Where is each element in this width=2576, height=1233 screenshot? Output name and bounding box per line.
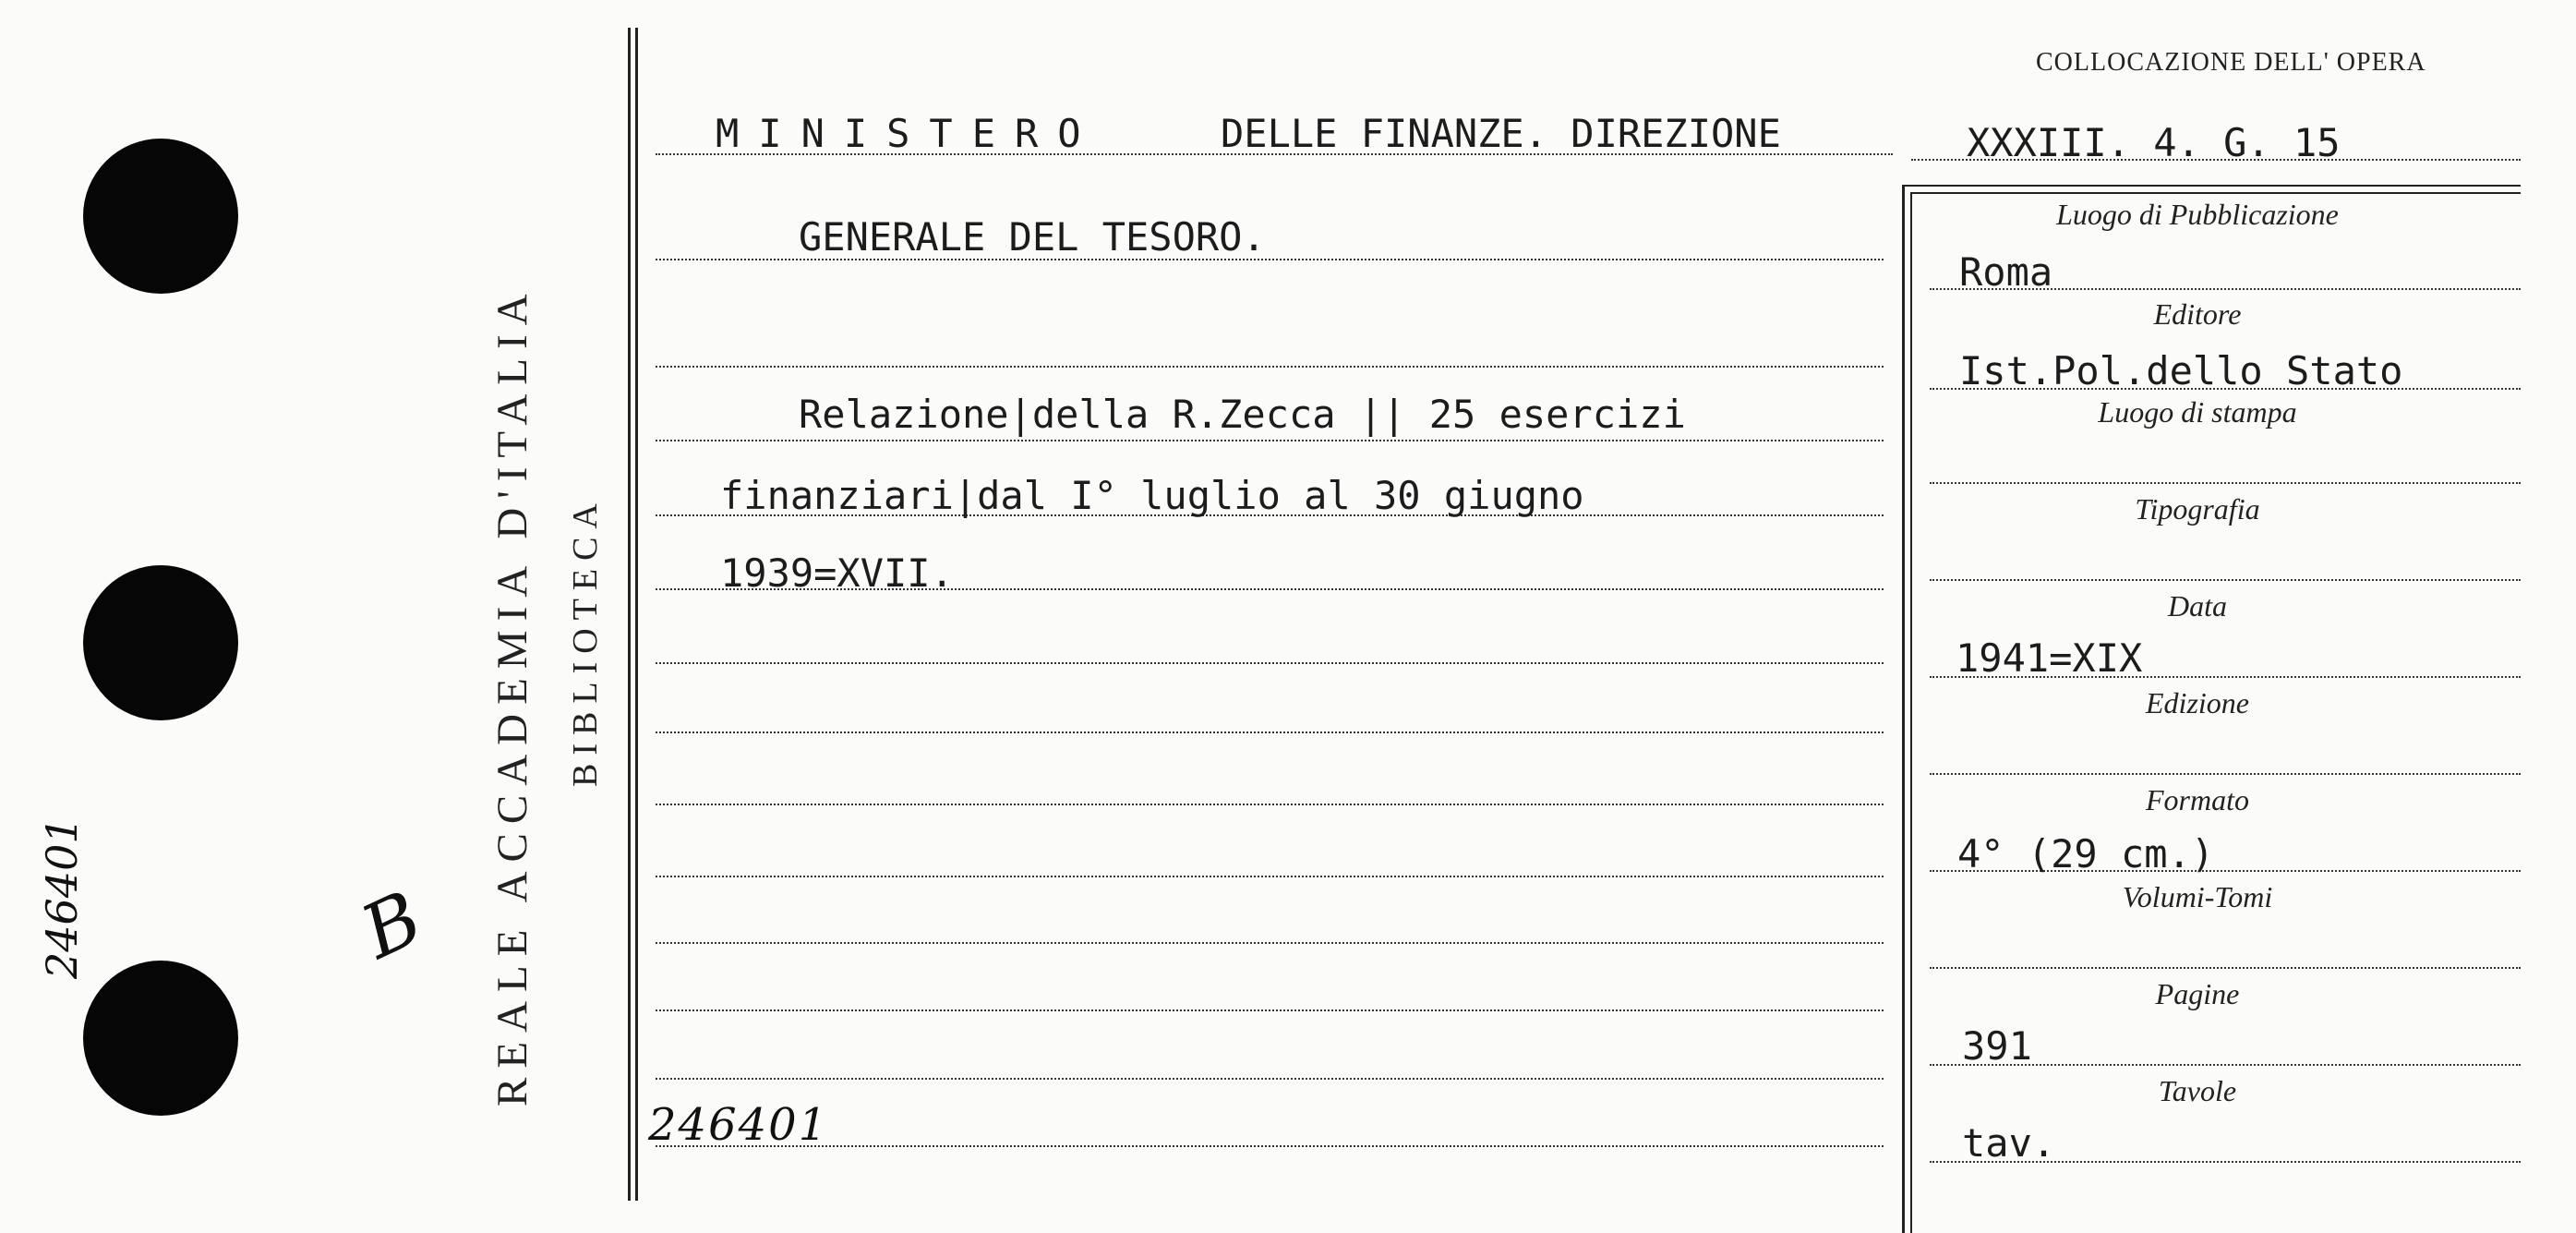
details-box-rule-outer bbox=[1902, 185, 1905, 1233]
value-luogo-pubblicazione: Roma bbox=[1959, 249, 2053, 295]
collocazione-value: XXXIII. 4. G. 15 bbox=[1967, 120, 2341, 165]
margin-rule-outer bbox=[628, 28, 631, 1201]
label-tipografia: Tipografia bbox=[2135, 492, 2260, 526]
margin-rule-inner bbox=[635, 28, 638, 1201]
author-line-2: GENERALE DEL TESORO. bbox=[799, 214, 1266, 260]
writing-line bbox=[656, 366, 1884, 368]
value-data: 1941=XIX bbox=[1956, 635, 2143, 681]
writing-line bbox=[656, 942, 1884, 944]
writing-line bbox=[656, 876, 1884, 877]
value-tavole: tav. bbox=[1962, 1120, 2056, 1166]
writing-line bbox=[656, 1078, 1884, 1080]
author-line-1-spaced: MINISTERO bbox=[716, 111, 1101, 156]
library-name: BIBLIOTECA bbox=[566, 495, 605, 787]
label-editore: Editore bbox=[2153, 297, 2242, 331]
spine-handwritten-number: 246401 bbox=[37, 816, 87, 979]
value-editore: Ist.Pol.dello Stato bbox=[1959, 348, 2403, 393]
label-formato: Formato bbox=[2146, 783, 2249, 816]
field-line bbox=[1930, 579, 2521, 581]
punch-hole-top bbox=[83, 139, 238, 294]
spine-handwritten-mark: B bbox=[349, 874, 435, 976]
handwritten-accession-number: 246401 bbox=[648, 1099, 829, 1151]
label-data: Data bbox=[2168, 589, 2227, 623]
label-edizione: Edizione bbox=[2146, 686, 2249, 719]
label-tavole: Tavole bbox=[2158, 1074, 2237, 1107]
details-box-top-inner bbox=[1910, 192, 2521, 194]
label-pagine: Pagine bbox=[2155, 977, 2240, 1010]
label-luogo-pubblicazione: Luogo di Pubblicazione bbox=[2056, 198, 2339, 231]
title-line-3: 1939=XVII. bbox=[720, 550, 954, 596]
writing-line bbox=[656, 662, 1884, 664]
writing-line bbox=[656, 440, 1884, 441]
field-line bbox=[1930, 482, 2521, 484]
field-line bbox=[1930, 967, 2521, 969]
details-box-top-outer bbox=[1902, 185, 2521, 187]
academy-name: REALE ACCADEMIA D'ITALIA bbox=[488, 284, 536, 1106]
label-volumi-tomi: Volumi-Tomi bbox=[2122, 880, 2273, 913]
title-line-1: Relazione|della R.Zecca || 25 esercizi bbox=[799, 392, 1686, 437]
value-pagine: 391 bbox=[1962, 1023, 2032, 1069]
writing-line bbox=[656, 804, 1884, 805]
punch-hole-bottom bbox=[83, 961, 238, 1116]
writing-line bbox=[656, 1009, 1884, 1011]
label-luogo-stampa: Luogo di stampa bbox=[2098, 395, 2297, 429]
punch-hole-middle bbox=[83, 565, 238, 720]
author-line-1-rest: DELLE FINANZE. DIREZIONE bbox=[1221, 111, 1781, 156]
writing-line bbox=[656, 1145, 1884, 1147]
collocazione-label: COLLOCAZIONE DELL' OPERA bbox=[2036, 48, 2426, 77]
title-line-2: finanziari|dal I° luglio al 30 giugno bbox=[720, 473, 1584, 518]
value-formato: 4° (29 cm.) bbox=[1957, 831, 2215, 876]
writing-line bbox=[656, 731, 1884, 733]
field-line bbox=[1930, 773, 2521, 775]
